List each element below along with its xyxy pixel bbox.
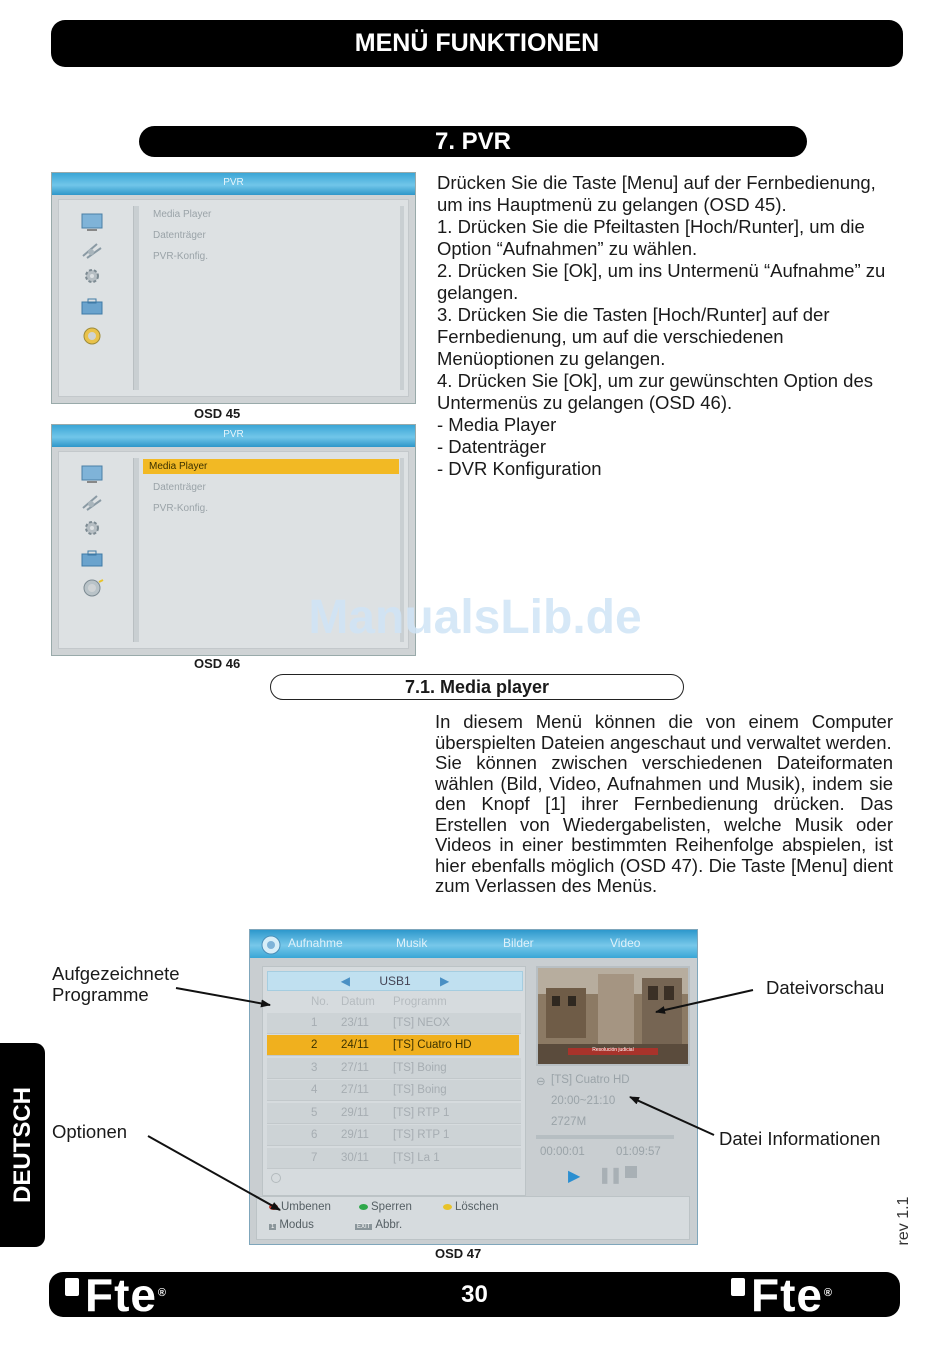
language-tab-text: DEUTSCH (8, 1086, 36, 1204)
exit-option[interactable]: EXIT Abbr. (357, 1219, 403, 1231)
gear-icon (79, 518, 105, 538)
list-header (267, 993, 521, 1011)
osd47-caption: OSD 47 (435, 1246, 482, 1261)
osd45-divider (133, 206, 139, 390)
revision-text: rev 1.1 (895, 1196, 912, 1246)
gear-icon (79, 266, 105, 286)
col-programm: Programm (393, 996, 447, 1008)
intro-option-media-player: - Media Player (437, 414, 557, 435)
intro-step-3: 3. Drücken Sie die Tasten [Hoch/Runter] auf der Fernbedienung, um auf die verschiedenen Menüoptionen zu gelangen. (437, 304, 830, 369)
red-key-icon (269, 1204, 278, 1210)
osd45-scrollbar (400, 206, 404, 390)
osd46-item-pvr-konfig[interactable]: PVR-Konfig. (153, 503, 209, 514)
page-number: 30 (461, 1281, 488, 1308)
col-datum: Datum (341, 996, 375, 1008)
tab-musik[interactable]: Musik (396, 936, 428, 950)
toolbox-icon (79, 296, 105, 316)
arrow-left-icon[interactable]: ◀ (340, 974, 350, 988)
satellite-icon (79, 492, 105, 512)
label-preview: Dateivorschau (766, 977, 885, 998)
yellow-key-icon (443, 1204, 452, 1210)
osd46-caption: OSD 46 (194, 656, 241, 671)
intro-step-2: 2. Drücken Sie [Ok], um ins Untermenü “Aufnahme” zu gelangen. (437, 260, 886, 303)
intro-option-datentraeger: - Datenträger (437, 436, 546, 457)
osd46-item-datentraeger[interactable]: Datenträger (153, 482, 206, 493)
page-header (51, 20, 903, 67)
col-no: No. (311, 996, 329, 1008)
key-1-icon: 1 (271, 1224, 275, 1230)
rename-option[interactable]: Umbenen (269, 1201, 331, 1213)
intro-option-dvr: - DVR Konfiguration (437, 458, 602, 479)
intro-paragraph: Drücken Sie die Taste [Menu] auf der Fernbedienung, um ins Hauptmenü zu gelangen (OSD 45). (437, 172, 876, 215)
tab-aufnahme[interactable]: Aufnahme (288, 936, 343, 950)
osd45-caption: OSD 45 (194, 406, 241, 421)
osd45-title: PVR (52, 173, 415, 195)
tab-bilder[interactable]: Bilder (503, 936, 534, 950)
total-time: 01:09:57 (616, 1146, 661, 1158)
scroll-indicator-icon (271, 1173, 281, 1183)
brand-logo-right: Fte ® (731, 1274, 823, 1316)
pause-icon[interactable]: ❚❚ (598, 1167, 621, 1184)
elapsed-time: 00:00:01 (540, 1146, 585, 1158)
osd46-item-media-player[interactable]: Media Player (143, 459, 399, 474)
file-preview (536, 966, 690, 1066)
preview-caption: Resolución judicial (592, 1047, 634, 1053)
table-row[interactable]: 4 27/11 [TS] Boing (267, 1080, 521, 1101)
pvr-icon (79, 326, 105, 346)
table-row[interactable]: 5 29/11 [TS] RTP 1 (267, 1103, 521, 1124)
info-size: 2727M (551, 1116, 587, 1128)
osd45-panel (58, 199, 409, 397)
tab-video[interactable]: Video (610, 936, 641, 950)
subsection-title-text: 7.1. Media player (404, 676, 550, 697)
stop-icon[interactable] (625, 1166, 637, 1178)
delete-option[interactable]: Löschen (443, 1201, 498, 1213)
recording-list (262, 966, 526, 1196)
toolbox-icon (79, 548, 105, 568)
intro-step-4: 4. Drücken Sie [Ok], um zur gewünschten Option des Untermenüs zu gelangen (OSD 46). (437, 370, 873, 413)
info-time: 20:00~21:10 (551, 1095, 616, 1107)
device-name: USB1 (379, 974, 411, 988)
arrow-right-icon[interactable]: ▶ (440, 974, 450, 988)
subsection-paragraph-1: In diesem Menü können die von einem Computer überspielten Dateien angeschaut und verwaltet werden. (435, 711, 893, 753)
table-row[interactable]: 1 23/11 [TS] NEOX (267, 1013, 521, 1034)
tv-icon (79, 464, 105, 484)
intro-text (437, 172, 905, 480)
exit-key-icon: EXIT (357, 1224, 371, 1230)
subsection-paragraph-2: Sie können zwischen verschiedenen Dateiformaten wählen (Bild, Video, Aufnahmen und Musik), indem sie den Knopf [1] ihrer Fernbedienung drücken. Das Erstellen von Wiedergabelisten, welche Musik oder Videos in einer bestimmten Reihenfolge abspielen, ist hier ebenfalls möglich (OSD 47). Die Taste [Menu] dient zum Verlassen des Menüs. (435, 752, 893, 896)
label-info: Datei Informationen (719, 1128, 881, 1149)
osd46-title: PVR (52, 425, 415, 447)
revision (884, 1196, 924, 1246)
page-footer (49, 1269, 900, 1321)
osd47-tab-bar (250, 930, 697, 958)
lock-option[interactable]: Sperren (359, 1201, 412, 1213)
osd45-item-datentraeger[interactable]: Datenträger (153, 230, 206, 241)
section-title-text: 7. PVR (434, 127, 512, 155)
subsection-title (270, 674, 684, 700)
device-selector[interactable] (267, 971, 523, 991)
table-row[interactable]: 7 30/11 [TS] La 1 (267, 1148, 521, 1169)
subsection-text (435, 712, 893, 897)
satellite-icon (79, 240, 105, 260)
table-row-selected[interactable]: 2 24/11 [TS] Cuatro HD (267, 1035, 519, 1056)
play-icon[interactable]: ▶ (568, 1168, 581, 1185)
mode-option[interactable]: 1 Modus (271, 1219, 314, 1231)
table-row[interactable]: 3 27/11 [TS] Boing (267, 1058, 521, 1079)
info-channel: [TS] Cuatro HD (551, 1074, 630, 1086)
progress-bar (536, 1135, 674, 1139)
brand-logo-left: Fte ® (65, 1274, 157, 1316)
options-bar (256, 1196, 690, 1240)
label-recorded: Aufgezeichnete Programme (52, 963, 180, 1005)
table-row[interactable]: 6 29/11 [TS] RTP 1 (267, 1125, 521, 1146)
watermark: ManualsLib.de (308, 591, 642, 644)
label-options: Optionen (52, 1121, 128, 1142)
intro-step-1: 1. Drücken Sie die Pfeiltasten [Hoch/Runter], um die Option “Aufnahmen” zu wählen. (437, 216, 865, 259)
language-tab (0, 1043, 45, 1247)
osd45-screenshot (51, 172, 416, 404)
osd46-divider (133, 458, 139, 642)
osd45-item-media-player[interactable]: Media Player (153, 209, 212, 220)
section-title (139, 126, 807, 157)
record-icon (260, 934, 282, 956)
pvr-icon (79, 578, 105, 598)
osd45-item-pvr-konfig[interactable]: PVR-Konfig. (153, 251, 209, 262)
info-bullet-icon: ⊖ (536, 1076, 546, 1088)
osd47-screenshot (249, 929, 698, 1245)
page-header-title: MENÜ FUNKTIONEN (354, 29, 600, 57)
tv-icon (79, 212, 105, 232)
green-key-icon (359, 1204, 368, 1210)
